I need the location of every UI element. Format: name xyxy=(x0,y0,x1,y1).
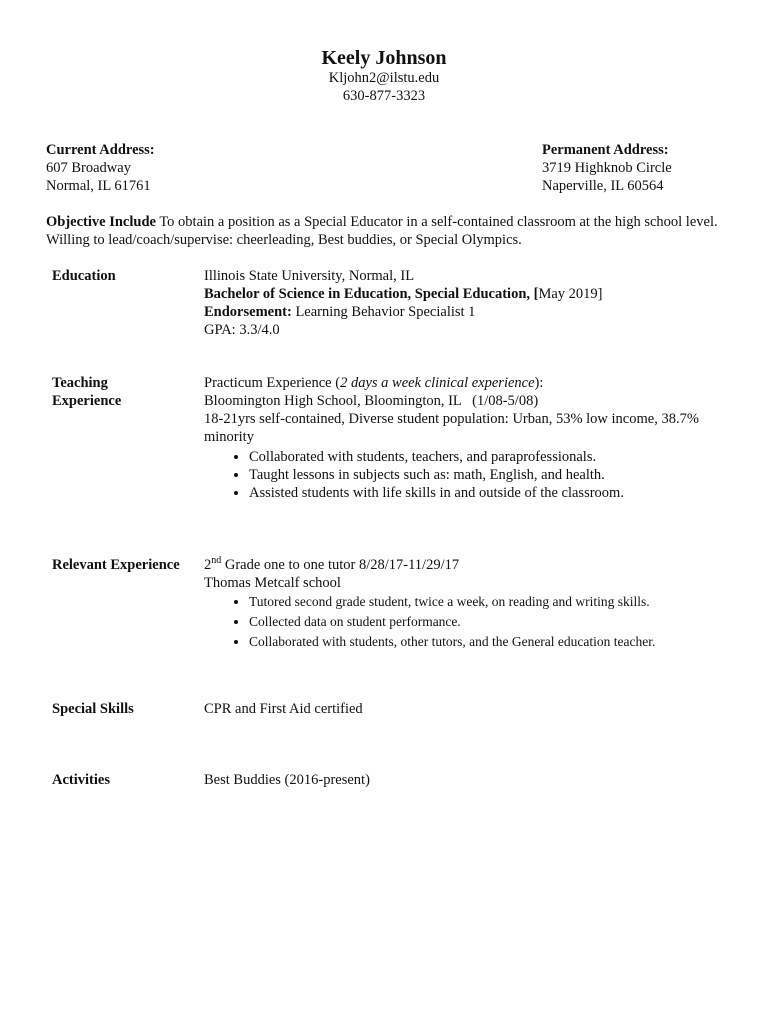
current-address-label: Current Address: xyxy=(46,142,155,158)
special-skills-label: Special Skills xyxy=(52,701,134,717)
list-item: • Tutored second grade student, twice a week, on reading and writing skills. xyxy=(249,592,734,612)
education-school: Illinois State University, Normal, IL xyxy=(204,268,415,284)
objective-text: To obtain a position as a Special Educator in a self-contained classroom at the high school level. Willing to lead/coach/supervise: cheerleading, Best buddies, or Special Olympics. xyxy=(46,214,718,248)
activities-value: Best Buddies (2016-present) xyxy=(204,772,370,788)
teaching-bullet-list xyxy=(204,448,729,502)
teaching-experience-label xyxy=(52,374,197,410)
resume-name: Keely Johnson xyxy=(321,47,447,69)
relevant-experience-label: Relevant Experience xyxy=(52,557,180,573)
relevant-school: Thomas Metcalf school xyxy=(204,575,341,591)
teaching-title xyxy=(204,374,729,392)
current-address-block xyxy=(46,141,155,195)
list-item: • Collaborated with students, other tutors, and the General education teacher. xyxy=(249,632,734,652)
objective-paragraph xyxy=(46,213,726,249)
objective-label: Objective Include xyxy=(46,214,156,230)
education-gpa: GPA: 3.3/4.0 xyxy=(204,322,280,338)
list-item: • Collected data on student performance. xyxy=(249,612,734,632)
relevant-title-sup: nd xyxy=(211,555,222,567)
teaching-label-line2: Experience xyxy=(52,393,122,409)
activities-label: Activities xyxy=(52,772,110,788)
list-item: • Assisted students with life skills in and outside of the classroom. xyxy=(249,484,729,502)
relevant-title xyxy=(204,556,734,574)
teaching-label-line1: Teaching xyxy=(52,375,108,391)
list-item: • Taught lessons in subjects such as: math, English, and health. xyxy=(249,466,729,484)
permanent-address-label: Permanent Address: xyxy=(542,142,669,158)
email-address: Kljohn2@ilstu.edu xyxy=(328,70,440,86)
endorsement-label: Endorsement: xyxy=(204,304,292,320)
special-skills-value: CPR and First Aid certified xyxy=(204,701,363,717)
degree-date: May 2019] xyxy=(538,286,603,302)
current-address-line2: Normal, IL 61761 xyxy=(46,178,151,194)
degree-name: Bachelor of Science in Education, Special Education, [ xyxy=(204,286,539,302)
education-endorsement xyxy=(204,303,734,321)
permanent-address-line1: 3719 Highknob Circle xyxy=(542,160,672,176)
relevant-title-num: 2 xyxy=(204,557,212,573)
relevant-bullet-list xyxy=(204,592,734,652)
permanent-address-block xyxy=(542,141,672,195)
education-label: Education xyxy=(52,268,116,284)
education-degree xyxy=(204,285,734,303)
permanent-address-line2: Naperville, IL 60564 xyxy=(542,178,664,194)
education-body xyxy=(204,267,734,339)
teaching-title-suffix: ): xyxy=(534,375,544,391)
teaching-title-italic: 2 days a week clinical experience xyxy=(340,375,535,391)
teaching-description: 18-21yrs self-contained, Diverse student population: Urban, 53% low income, 38.7% minority xyxy=(204,411,699,445)
relevant-experience-body xyxy=(204,556,734,652)
current-address-line1: 607 Broadway xyxy=(46,160,131,176)
relevant-title-rest: Grade one to one tutor 8/28/17-11/29/17 xyxy=(221,557,460,573)
phone-number: 630-877-3323 xyxy=(342,88,426,104)
endorsement-value: Learning Behavior Specialist 1 xyxy=(291,304,476,320)
teaching-title-prefix: Practicum Experience ( xyxy=(204,375,341,391)
teaching-experience-body xyxy=(204,374,729,502)
teaching-school: Bloomington High School, Bloomington, IL (1/08-5/08) xyxy=(204,393,539,409)
list-item: • Collaborated with students, teachers, and paraprofessionals. xyxy=(249,448,729,466)
